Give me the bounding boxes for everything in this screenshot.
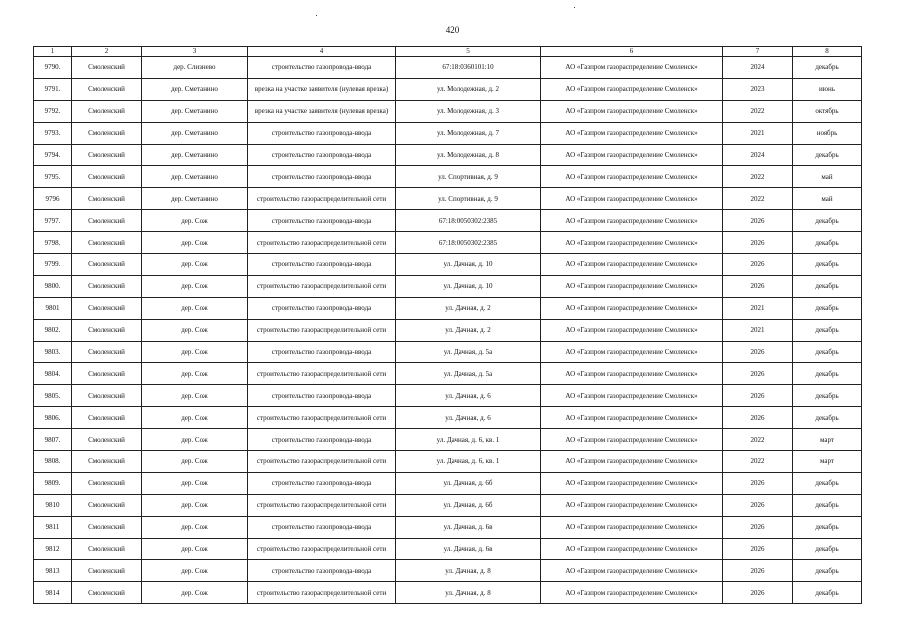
cell-col-district: Смоленский (72, 582, 142, 604)
cell-col-year: 2022 (723, 451, 793, 473)
table-row (34, 560, 862, 582)
cell-col-number: 9812 (34, 538, 72, 560)
table-row (34, 297, 862, 319)
cell-col-organization: АО «Газпром газораспределение Смоленск» (541, 472, 723, 494)
cell-col-settlement: дер. Сож (142, 538, 248, 560)
cell-col-settlement: дер. Сож (142, 275, 248, 297)
cell-col-address: ул. Дачная, д. 2 (396, 297, 541, 319)
cell-col-settlement: дер. Сметанино (142, 100, 248, 122)
cell-col-organization: АО «Газпром газораспределение Смоленск» (541, 560, 723, 582)
cell-col-year: 2026 (723, 516, 793, 538)
cell-col-organization: АО «Газпром газораспределение Смоленск» (541, 319, 723, 341)
cell-col-month: декабрь (793, 472, 862, 494)
cell-col-year: 2026 (723, 538, 793, 560)
cell-col-work-type: строительство газораспределительной сети (248, 188, 396, 210)
cell-col-district: Смоленский (72, 560, 142, 582)
cell-col-address: ул. Молодежная, д. 2 (396, 78, 541, 100)
table-row (34, 188, 862, 210)
table-row (34, 363, 862, 385)
cell-col-number: 9794. (34, 144, 72, 166)
table-row (34, 100, 862, 122)
cell-col-month: декабрь (793, 210, 862, 232)
cell-col-address: ул. Дачная, д. 6в (396, 516, 541, 538)
cell-col-number: 9791. (34, 78, 72, 100)
cell-col-work-type: строительство газораспределительной сети (248, 538, 396, 560)
cell-col-address: ул. Дачная, д. 10 (396, 275, 541, 297)
cell-col-number: 9810 (34, 494, 72, 516)
cell-col-district: Смоленский (72, 363, 142, 385)
cell-col-month: декабрь (793, 275, 862, 297)
table-row (34, 166, 862, 188)
cell-col-district: Смоленский (72, 341, 142, 363)
cell-col-district: Смоленский (72, 57, 142, 79)
cell-col-settlement: дер. Сож (142, 451, 248, 473)
cell-col-district: Смоленский (72, 144, 142, 166)
header-col-work-type: 4 (248, 47, 396, 57)
cell-col-organization: АО «Газпром газораспределение Смоленск» (541, 210, 723, 232)
cell-col-district: Смоленский (72, 297, 142, 319)
cell-col-year: 2021 (723, 319, 793, 341)
cell-col-number: 9799. (34, 254, 72, 276)
cell-col-district: Смоленский (72, 122, 142, 144)
cell-col-month: декабрь (793, 341, 862, 363)
cell-col-year: 2026 (723, 254, 793, 276)
cell-col-district: Смоленский (72, 188, 142, 210)
cell-col-work-type: строительство газораспределительной сети (248, 232, 396, 254)
cell-col-district: Смоленский (72, 210, 142, 232)
cell-col-year: 2024 (723, 144, 793, 166)
cell-col-settlement: дер. Сож (142, 472, 248, 494)
cell-col-year: 2026 (723, 341, 793, 363)
cell-col-settlement: дер. Сож (142, 341, 248, 363)
cell-col-organization: АО «Газпром газораспределение Смоленск» (541, 494, 723, 516)
cell-col-number: 9806. (34, 407, 72, 429)
cell-col-year: 2021 (723, 122, 793, 144)
cell-col-address: ул. Дачная, д. 6 (396, 407, 541, 429)
cell-col-organization: АО «Газпром газораспределение Смоленск» (541, 363, 723, 385)
cell-col-address: ул. Дачная, д. 6, кв. 1 (396, 429, 541, 451)
cell-col-number: 9803. (34, 341, 72, 363)
cell-col-address: ул. Дачная, д. 6в (396, 538, 541, 560)
cell-col-year: 2023 (723, 78, 793, 100)
cell-col-settlement: дер. Сож (142, 560, 248, 582)
cell-col-organization: АО «Газпром газораспределение Смоленск» (541, 122, 723, 144)
cell-col-month: декабрь (793, 582, 862, 604)
cell-col-work-type: строительство газопровода-ввода (248, 144, 396, 166)
cell-col-settlement: дер. Сметанино (142, 166, 248, 188)
scan-speck (574, 7, 575, 8)
cell-col-number: 9811 (34, 516, 72, 538)
cell-col-settlement: дер. Сож (142, 429, 248, 451)
header-row (34, 47, 862, 57)
cell-col-month: март (793, 429, 862, 451)
cell-col-month: декабрь (793, 319, 862, 341)
cell-col-year: 2026 (723, 582, 793, 604)
cell-col-address: ул. Дачная, д. 8 (396, 582, 541, 604)
cell-col-address: ул. Дачная, д. 5а (396, 363, 541, 385)
table-row (34, 232, 862, 254)
cell-col-month: ноябрь (793, 122, 862, 144)
cell-col-month: декабрь (793, 516, 862, 538)
cell-col-organization: АО «Газпром газораспределение Смоленск» (541, 297, 723, 319)
cell-col-year: 2021 (723, 297, 793, 319)
cell-col-settlement: дер. Сметанино (142, 122, 248, 144)
cell-col-settlement: дер. Сож (142, 210, 248, 232)
cell-col-address: ул. Дачная, д. 5а (396, 341, 541, 363)
cell-col-settlement: дер. Сож (142, 297, 248, 319)
page-number: 420 (445, 25, 460, 35)
table-row (34, 494, 862, 516)
cell-col-settlement: дер. Сож (142, 363, 248, 385)
cell-col-address: 67:18:0050302:2385 (396, 210, 541, 232)
cell-col-district: Смоленский (72, 385, 142, 407)
header-col-organization: 6 (541, 47, 723, 57)
gasification-table (33, 46, 862, 604)
table-row (34, 516, 862, 538)
cell-col-address: ул. Дачная, д. 8 (396, 560, 541, 582)
cell-col-work-type: строительство газораспределительной сети (248, 363, 396, 385)
cell-col-number: 9800. (34, 275, 72, 297)
header-col-number: 1 (34, 47, 72, 57)
cell-col-number: 9797. (34, 210, 72, 232)
cell-col-settlement: дер. Сож (142, 385, 248, 407)
cell-col-organization: АО «Газпром газораспределение Смоленск» (541, 232, 723, 254)
cell-col-settlement: дер. Сметанино (142, 188, 248, 210)
cell-col-number: 9805. (34, 385, 72, 407)
cell-col-year: 2026 (723, 407, 793, 429)
cell-col-number: 9809. (34, 472, 72, 494)
cell-col-month: март (793, 451, 862, 473)
cell-col-address: ул. Спортивная, д. 9 (396, 166, 541, 188)
cell-col-organization: АО «Газпром газораспределение Смоленск» (541, 538, 723, 560)
cell-col-settlement: дер. Сож (142, 407, 248, 429)
cell-col-work-type: строительство газопровода-ввода (248, 385, 396, 407)
cell-col-number: 9792. (34, 100, 72, 122)
table-row (34, 275, 862, 297)
cell-col-district: Смоленский (72, 494, 142, 516)
cell-col-work-type: строительство газораспределительной сети (248, 275, 396, 297)
cell-col-year: 2022 (723, 429, 793, 451)
cell-col-address: ул. Дачная, д. 6, кв. 1 (396, 451, 541, 473)
cell-col-address: ул. Спортивная, д. 9 (396, 188, 541, 210)
cell-col-number: 9804. (34, 363, 72, 385)
cell-col-settlement: дер. Сметанино (142, 144, 248, 166)
cell-col-year: 2026 (723, 363, 793, 385)
header-col-settlement: 3 (142, 47, 248, 57)
header-col-district: 2 (72, 47, 142, 57)
cell-col-work-type: строительство газопровода-ввода (248, 297, 396, 319)
table-row (34, 385, 862, 407)
table-header (34, 47, 862, 57)
cell-col-district: Смоленский (72, 100, 142, 122)
cell-col-district: Смоленский (72, 319, 142, 341)
cell-col-organization: АО «Газпром газораспределение Смоленск» (541, 341, 723, 363)
cell-col-month: декабрь (793, 232, 862, 254)
table-row (34, 78, 862, 100)
cell-col-number: 9808. (34, 451, 72, 473)
table-row (34, 57, 862, 79)
cell-col-organization: АО «Газпром газораспределение Смоленск» (541, 429, 723, 451)
cell-col-month: октябрь (793, 100, 862, 122)
cell-col-district: Смоленский (72, 78, 142, 100)
cell-col-work-type: строительство газораспределительной сети (248, 319, 396, 341)
header-col-year: 7 (723, 47, 793, 57)
cell-col-organization: АО «Газпром газораспределение Смоленск» (541, 188, 723, 210)
cell-col-year: 2026 (723, 494, 793, 516)
cell-col-number: 9793. (34, 122, 72, 144)
cell-col-year: 2026 (723, 232, 793, 254)
cell-col-month: май (793, 188, 862, 210)
cell-col-organization: АО «Газпром газораспределение Смоленск» (541, 144, 723, 166)
cell-col-work-type: строительство газопровода-ввода (248, 166, 396, 188)
cell-col-work-type: строительство газораспределительной сети (248, 451, 396, 473)
table-body (34, 57, 862, 604)
cell-col-address: ул. Дачная, д. 6б (396, 494, 541, 516)
table-row (34, 144, 862, 166)
cell-col-organization: АО «Газпром газораспределение Смоленск» (541, 451, 723, 473)
cell-col-work-type: строительство газопровода-ввода (248, 560, 396, 582)
cell-col-settlement: дер. Слизнево (142, 57, 248, 79)
cell-col-organization: АО «Газпром газораспределение Смоленск» (541, 57, 723, 79)
cell-col-month: декабрь (793, 407, 862, 429)
cell-col-work-type: строительство газопровода-ввода (248, 57, 396, 79)
header-col-address: 5 (396, 47, 541, 57)
cell-col-settlement: дер. Сож (142, 516, 248, 538)
cell-col-month: декабрь (793, 538, 862, 560)
cell-col-organization: АО «Газпром газораспределение Смоленск» (541, 385, 723, 407)
cell-col-work-type: строительство газопровода-ввода (248, 429, 396, 451)
cell-col-month: декабрь (793, 254, 862, 276)
table-row (34, 451, 862, 473)
cell-col-work-type: врезка на участке заявителя (нулевая врезка) (248, 78, 396, 100)
cell-col-work-type: строительство газопровода-ввода (248, 472, 396, 494)
cell-col-address: ул. Молодежная, д. 3 (396, 100, 541, 122)
cell-col-organization: АО «Газпром газораспределение Смоленск» (541, 275, 723, 297)
cell-col-district: Смоленский (72, 538, 142, 560)
table-row (34, 582, 862, 604)
cell-col-settlement: дер. Сметанино (142, 78, 248, 100)
table-row (34, 319, 862, 341)
cell-col-number: 9796 (34, 188, 72, 210)
scan-speck (316, 15, 317, 16)
cell-col-year: 2024 (723, 57, 793, 79)
table-row (34, 472, 862, 494)
cell-col-address: ул. Дачная, д. 2 (396, 319, 541, 341)
table-row (34, 210, 862, 232)
cell-col-organization: АО «Газпром газораспределение Смоленск» (541, 407, 723, 429)
cell-col-number: 9798. (34, 232, 72, 254)
cell-col-number: 9795. (34, 166, 72, 188)
cell-col-year: 2026 (723, 560, 793, 582)
cell-col-year: 2026 (723, 275, 793, 297)
cell-col-number: 9790. (34, 57, 72, 79)
cell-col-month: декабрь (793, 385, 862, 407)
cell-col-month: июнь (793, 78, 862, 100)
cell-col-settlement: дер. Сож (142, 494, 248, 516)
table-row (34, 429, 862, 451)
cell-col-address: ул. Дачная, д. 6 (396, 385, 541, 407)
cell-col-month: декабрь (793, 297, 862, 319)
cell-col-year: 2026 (723, 472, 793, 494)
cell-col-year: 2026 (723, 385, 793, 407)
cell-col-district: Смоленский (72, 166, 142, 188)
cell-col-month: май (793, 166, 862, 188)
table-row (34, 254, 862, 276)
cell-col-settlement: дер. Сож (142, 232, 248, 254)
cell-col-settlement: дер. Сож (142, 582, 248, 604)
cell-col-year: 2026 (723, 210, 793, 232)
cell-col-work-type: строительство газопровода-ввода (248, 341, 396, 363)
cell-col-district: Смоленский (72, 429, 142, 451)
table-row (34, 122, 862, 144)
cell-col-year: 2022 (723, 166, 793, 188)
table-row (34, 341, 862, 363)
cell-col-organization: АО «Газпром газораспределение Смоленск» (541, 78, 723, 100)
cell-col-district: Смоленский (72, 232, 142, 254)
cell-col-month: декабрь (793, 560, 862, 582)
cell-col-district: Смоленский (72, 275, 142, 297)
cell-col-settlement: дер. Сож (142, 254, 248, 276)
cell-col-address: 67:18:0360101:10 (396, 57, 541, 79)
cell-col-year: 2022 (723, 188, 793, 210)
cell-col-district: Смоленский (72, 472, 142, 494)
cell-col-month: декабрь (793, 57, 862, 79)
cell-col-number: 9807. (34, 429, 72, 451)
cell-col-district: Смоленский (72, 254, 142, 276)
cell-col-organization: АО «Газпром газораспределение Смоленск» (541, 582, 723, 604)
cell-col-organization: АО «Газпром газораспределение Смоленск» (541, 100, 723, 122)
cell-col-organization: АО «Газпром газораспределение Смоленск» (541, 254, 723, 276)
cell-col-work-type: строительство газопровода-ввода (248, 210, 396, 232)
cell-col-address: ул. Дачная, д. 6б (396, 472, 541, 494)
cell-col-address: ул. Молодежная, д. 7 (396, 122, 541, 144)
cell-col-address: ул. Дачная, д. 10 (396, 254, 541, 276)
cell-col-month: декабрь (793, 363, 862, 385)
cell-col-work-type: строительство газопровода-ввода (248, 122, 396, 144)
cell-col-month: декабрь (793, 144, 862, 166)
cell-col-settlement: дер. Сож (142, 319, 248, 341)
cell-col-work-type: врезка на участке заявителя (нулевая врезка) (248, 100, 396, 122)
cell-col-district: Смоленский (72, 407, 142, 429)
cell-col-number: 9801 (34, 297, 72, 319)
cell-col-address: ул. Молодежная, д. 8 (396, 144, 541, 166)
cell-col-work-type: строительство газораспределительной сети (248, 494, 396, 516)
table-row (34, 538, 862, 560)
cell-col-year: 2022 (723, 100, 793, 122)
cell-col-number: 9802. (34, 319, 72, 341)
cell-col-number: 9813 (34, 560, 72, 582)
cell-col-work-type: строительство газопровода-ввода (248, 516, 396, 538)
table-row (34, 407, 862, 429)
cell-col-work-type: строительство газораспределительной сети (248, 407, 396, 429)
cell-col-work-type: строительство газопровода-ввода (248, 254, 396, 276)
cell-col-organization: АО «Газпром газораспределение Смоленск» (541, 516, 723, 538)
cell-col-work-type: строительство газораспределительной сети (248, 582, 396, 604)
header-col-month: 8 (793, 47, 862, 57)
cell-col-month: декабрь (793, 494, 862, 516)
cell-col-district: Смоленский (72, 516, 142, 538)
cell-col-organization: АО «Газпром газораспределение Смоленск» (541, 166, 723, 188)
cell-col-district: Смоленский (72, 451, 142, 473)
cell-col-number: 9814 (34, 582, 72, 604)
cell-col-address: 67:18:0050302:2385 (396, 232, 541, 254)
